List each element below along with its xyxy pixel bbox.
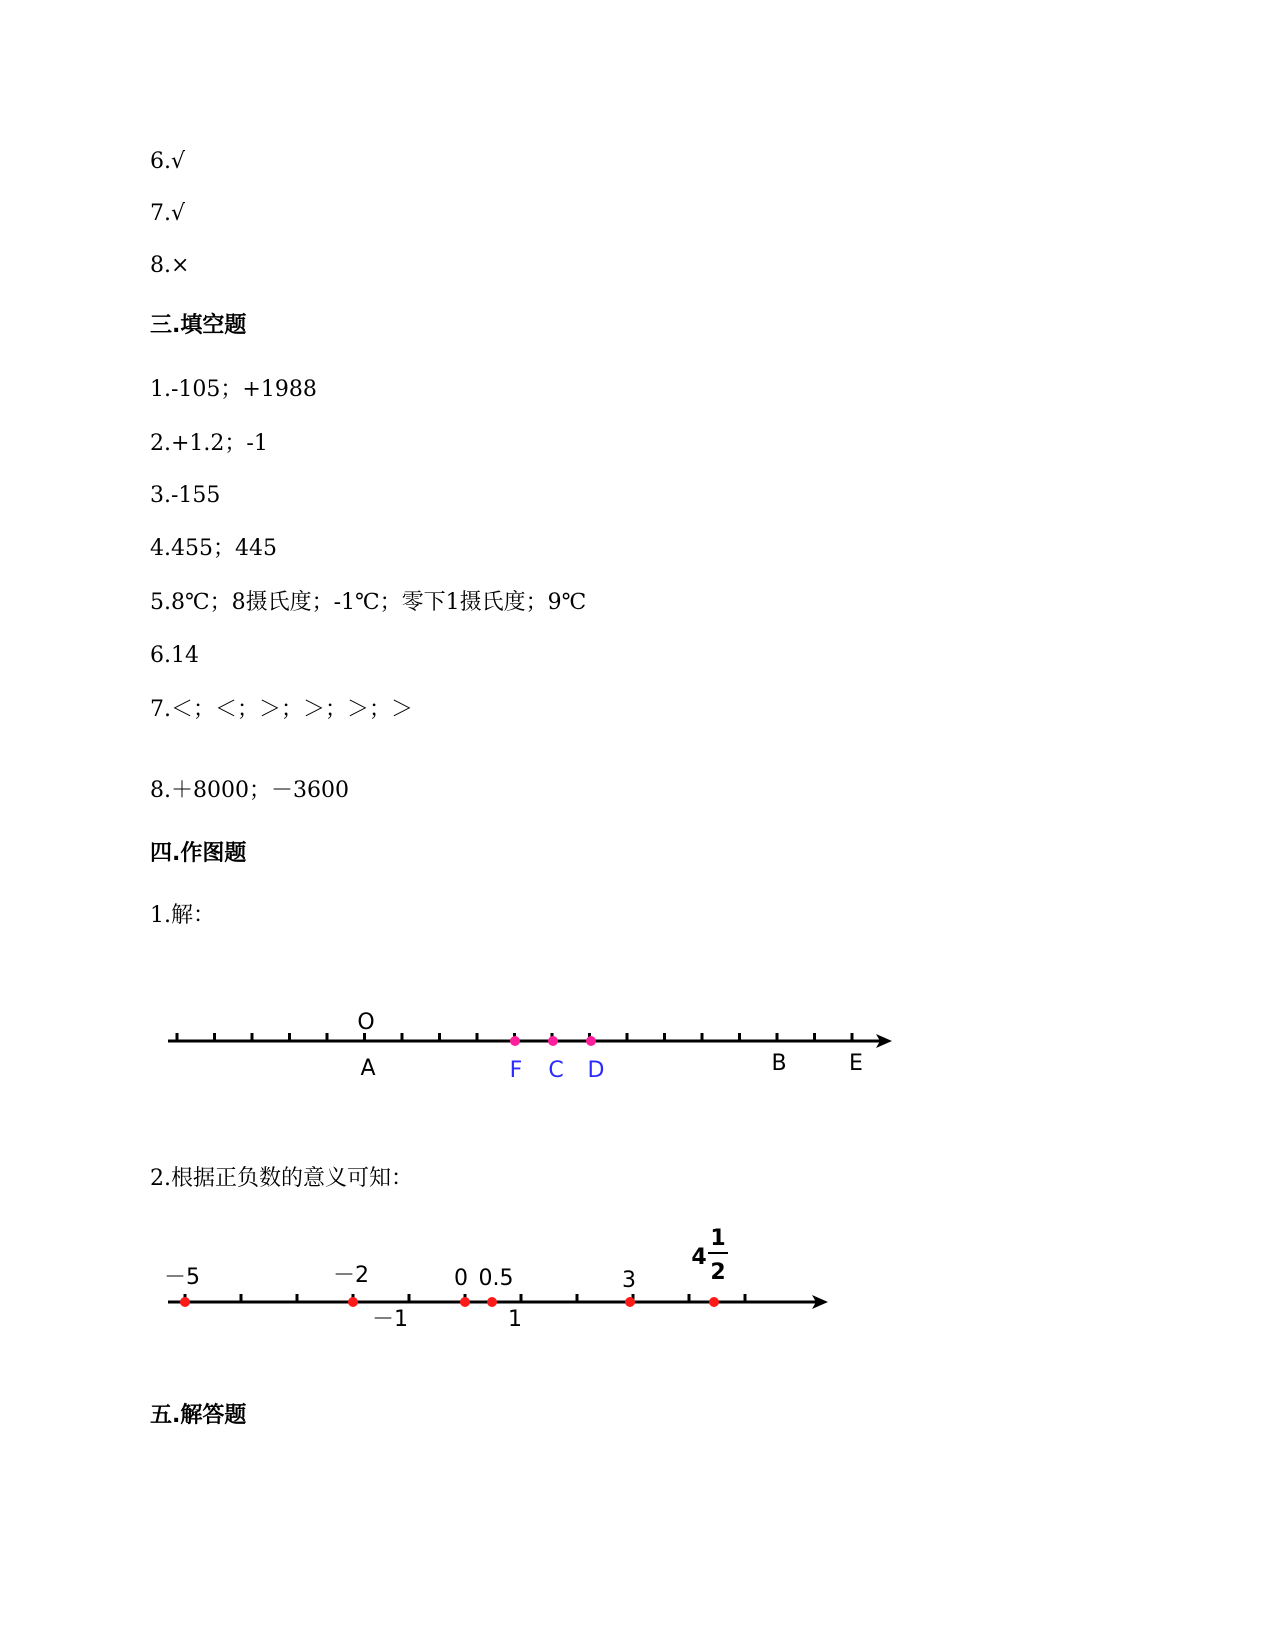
label-3: 3 [622, 1268, 636, 1293]
fill-answer-7: 7.＜；＜；＞；＞；＞；＞ [150, 697, 413, 722]
number-line-1-ticks [177, 1033, 852, 1041]
fill-answer-8: 8.＋8000；－3600 [150, 778, 349, 803]
point-3 [625, 1297, 635, 1307]
label-c: C [548, 1058, 564, 1083]
label-b: B [771, 1051, 787, 1076]
drawing-q2-label: 2.根据正负数的意义可知： [150, 1166, 413, 1191]
drawing-q1-label: 1.解： [150, 903, 215, 928]
label-f: F [509, 1058, 523, 1083]
label-1: 1 [508, 1307, 522, 1332]
number-line-1-points [510, 1036, 596, 1046]
point-f [510, 1036, 520, 1046]
judge-answer-8: 8.× [150, 253, 190, 278]
point-0 [460, 1297, 470, 1307]
judge-answer-7: 7.√ [150, 201, 186, 226]
fill-answer-4: 4.455；445 [150, 536, 277, 561]
mixed-whole: 4 [691, 1245, 707, 1270]
fill-answer-3: 3.-155 [150, 483, 221, 508]
label-minus-1: －1 [372, 1307, 408, 1332]
label-e: E [849, 1051, 863, 1076]
fill-answer-6: 6.14 [150, 643, 199, 668]
number-line-2-points [180, 1297, 719, 1307]
point-minus-5 [180, 1297, 190, 1307]
number-line-2-ticks [185, 1294, 745, 1302]
label-0-5: 0.5 [478, 1266, 514, 1291]
section-heading-fill-blank: 三.填空题 [150, 313, 247, 338]
label-minus-2: －2 [333, 1263, 369, 1288]
section-heading-solve: 五.解答题 [150, 1403, 247, 1428]
section-heading-drawing: 四.作图题 [150, 841, 247, 866]
fill-answer-1: 1.-105；+1988 [150, 377, 317, 402]
label-d: D [587, 1058, 605, 1083]
label-0: 0 [454, 1266, 468, 1291]
label-minus-5: －5 [164, 1265, 200, 1290]
point-4-1-2 [709, 1297, 719, 1307]
number-line-2-axis [168, 1295, 828, 1309]
number-line-1-axis [168, 1034, 892, 1048]
label-4-1-2 [691, 1226, 728, 1285]
label-o: O [357, 1010, 375, 1035]
label-a: A [360, 1056, 376, 1081]
mixed-denominator: 2 [710, 1260, 726, 1285]
point-c [548, 1036, 558, 1046]
mixed-numerator: 1 [710, 1226, 726, 1251]
judge-answer-6: 6.√ [150, 149, 186, 174]
point-0-5 [487, 1297, 497, 1307]
fill-answer-2: 2.+1.2；-1 [150, 431, 268, 456]
point-d [586, 1036, 596, 1046]
point-minus-2 [348, 1297, 358, 1307]
fill-answer-5: 5.8℃；8摄氏度；-1℃；零下1摄氏度；9℃ [150, 590, 587, 615]
